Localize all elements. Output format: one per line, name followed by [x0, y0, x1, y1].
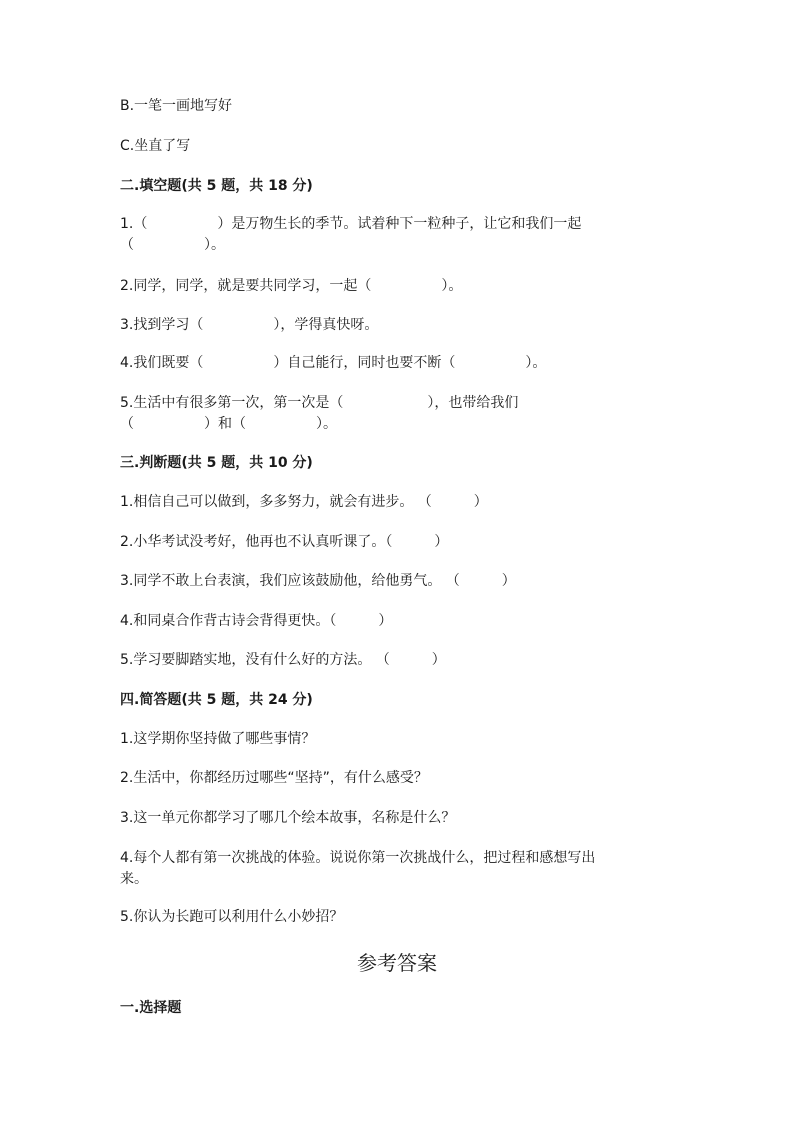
- fill-blank-q5-line2: （ ）和（ ）。: [120, 416, 337, 432]
- judge-q1: 1.相信自己可以做到，多多努力，就会有进步。 （ ）: [120, 494, 488, 510]
- fill-blank-q3: 3.找到学习（ ），学得真快呀。: [120, 317, 379, 333]
- fill-blank-q4: 4.我们既要（ ）自己能行，同时也要不断（ ）。: [120, 355, 547, 371]
- fill-blank-q1-line1: 1.（ ）是万物生长的季节。试着种下一粒种子，让它和我们一起: [120, 216, 582, 232]
- fill-blank-q5-line1: 5.生活中有很多第一次，第一次是（ ），也带给我们: [120, 395, 519, 411]
- judge-q2: 2.小华考试没考好，他再也不认真听课了。（ ）: [120, 534, 449, 550]
- short-answer-heading: 四.简答题(共 5 题，共 24 分): [120, 692, 313, 708]
- short-answer-q2: 2.生活中，你都经历过哪些“坚持”，有什么感受？: [120, 770, 428, 786]
- short-answer-q5: 5.你认为长跑可以利用什么小妙招？: [120, 909, 344, 925]
- fill-blank-q2: 2.同学，同学，就是要共同学习，一起（ ）。: [120, 278, 463, 294]
- fill-blank-heading: 二.填空题(共 5 题，共 18 分): [120, 178, 313, 194]
- short-answer-q1: 1.这学期你坚持做了哪些事情？: [120, 731, 316, 747]
- option-b: B.一笔一画地写好: [120, 98, 233, 114]
- option-c: C.坐直了写: [120, 138, 191, 154]
- answers-title: 参考答案: [357, 951, 437, 975]
- judge-heading: 三.判断题(共 5 题，共 10 分): [120, 455, 313, 471]
- short-answer-q3: 3.这一单元你都学习了哪几个绘本故事，名称是什么？: [120, 810, 456, 826]
- answers-section1-heading: 一.选择题: [120, 1000, 182, 1016]
- judge-q3: 3.同学不敢上台表演，我们应该鼓励他，给他勇气。 （ ）: [120, 573, 516, 589]
- judge-q4: 4.和同桌合作背古诗会背得更快。（ ）: [120, 613, 393, 629]
- short-answer-q4-line2: 来。: [120, 871, 148, 887]
- fill-blank-q1-line2: （ ）。: [120, 237, 225, 253]
- judge-q5: 5.学习要脚踏实地，没有什么好的方法。 （ ）: [120, 652, 446, 668]
- short-answer-q4-line1: 4.每个人都有第一次挑战的体验。说说你第一次挑战什么，把过程和感想写出: [120, 850, 596, 866]
